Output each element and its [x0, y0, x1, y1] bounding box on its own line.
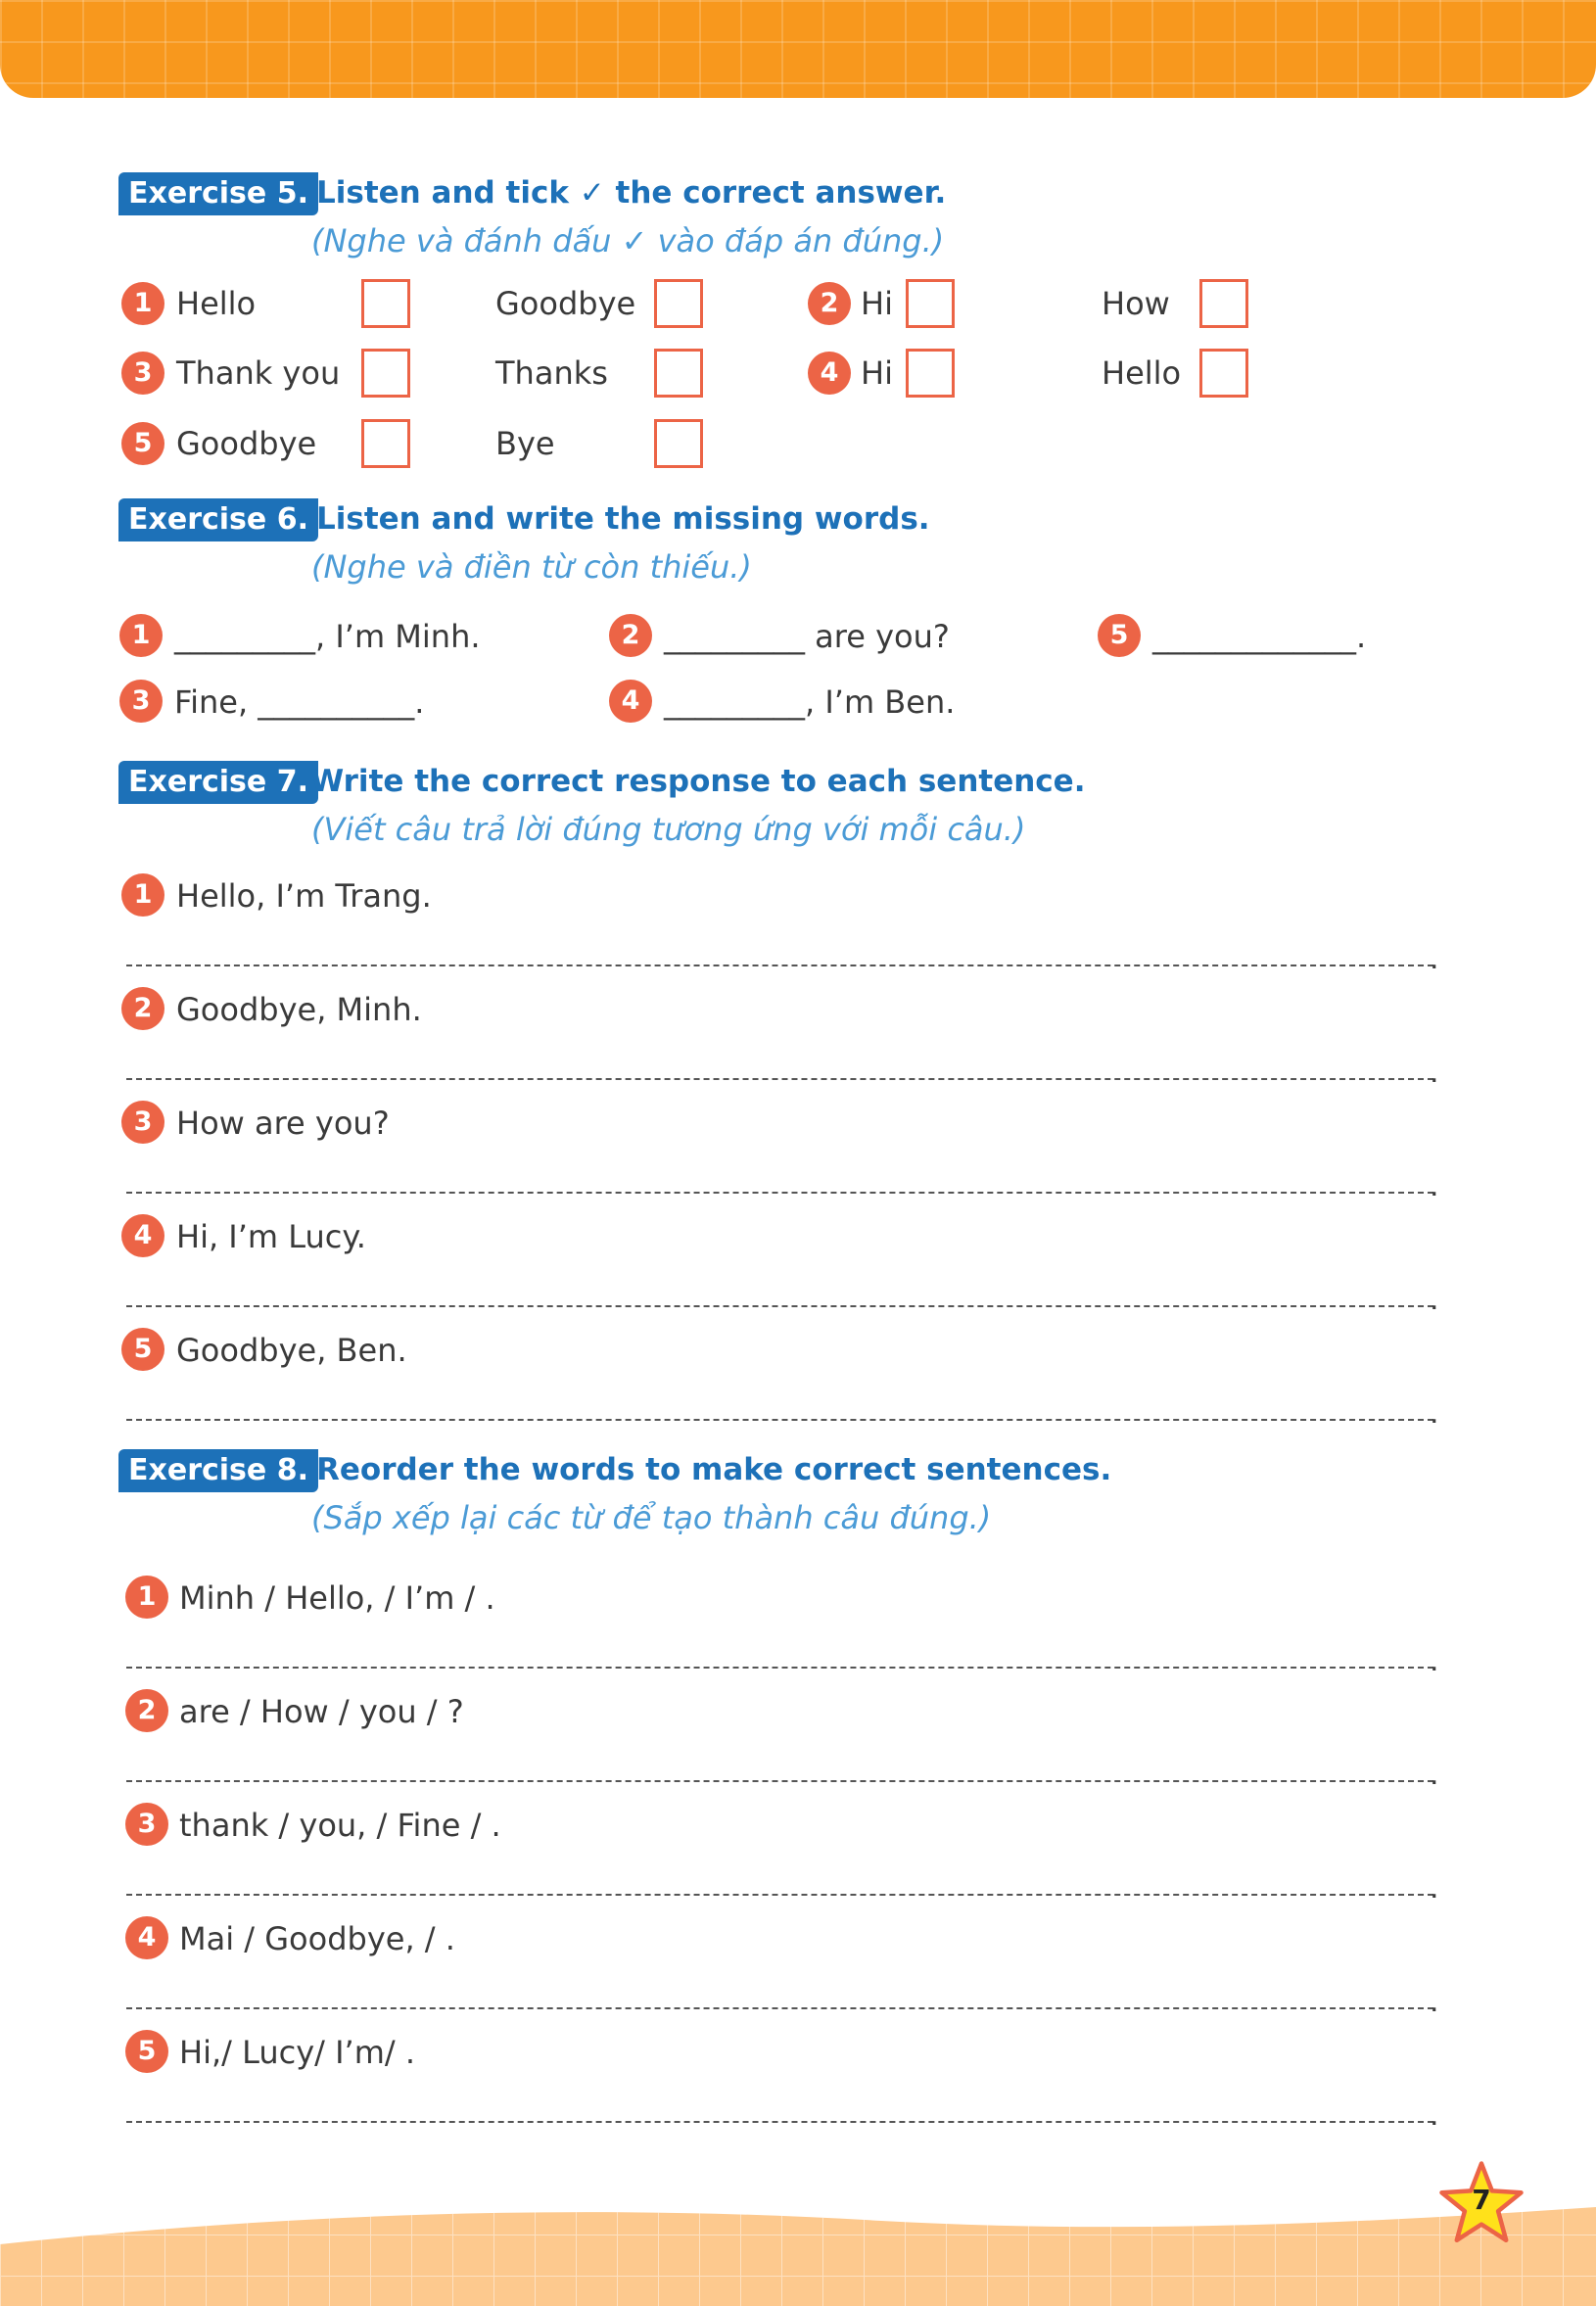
ex7-item-4-period: . [1430, 1283, 1439, 1317]
ex8-item-4-answer-line[interactable] [126, 2007, 1433, 2009]
ex7-item-4-answer-line[interactable] [126, 1305, 1433, 1307]
ex5-item-5-checkbox-b[interactable] [654, 419, 703, 468]
ex7-item-2-period: . [1430, 1056, 1439, 1090]
ex6-item-5-text[interactable]: _____________. [1152, 618, 1367, 655]
page-number: 7 [1472, 2184, 1491, 2216]
ex5-item-5-option-b: Bye [495, 425, 555, 462]
exercise-5-subtitle: (Nghe và đánh dấu ✓ vào đáp án đúng.) [311, 222, 945, 259]
exercise-7-label: Exercise 7. [118, 761, 318, 804]
ex6-item-2-text[interactable]: _________ are you? [664, 618, 950, 655]
ex7-item-5-period: . [1430, 1396, 1439, 1431]
ex8-item-4-period: . [1430, 1985, 1439, 2019]
exercise-7-title: Write the correct response to each sentence. [310, 764, 1086, 799]
exercise-7-subtitle: (Viết câu trả lời đúng tương ứng với mỗi câu.) [311, 811, 1026, 848]
exercise-8-title: Reorder the words to make correct sentences. [316, 1452, 1112, 1487]
ex5-item-2-option-a: Hi [861, 285, 893, 322]
ex5-item-2-checkbox-b[interactable] [1199, 279, 1248, 328]
ex5-item-3-option-a: Thank you [176, 354, 341, 392]
ex5-item-3-checkbox-a[interactable] [361, 349, 410, 398]
ex8-item-2-answer-line[interactable] [126, 1780, 1433, 1782]
ex6-item-4-number: 4 [609, 680, 652, 723]
ex8-item-5-number: 5 [125, 2030, 168, 2073]
ex5-item-1-option-a: Hello [176, 285, 257, 322]
exercise-6-title: Listen and write the missing words. [316, 501, 930, 537]
ex5-item-2-number: 2 [808, 282, 851, 325]
ex5-item-1-checkbox-a[interactable] [361, 279, 410, 328]
exercise-6-subtitle: (Nghe và điền từ còn thiếu.) [311, 548, 752, 586]
ex5-item-4-option-a: Hi [861, 354, 893, 392]
ex7-item-3-period: . [1430, 1169, 1439, 1203]
exercise-5-title: Listen and tick ✓ the correct answer. [316, 175, 947, 211]
ex7-item-3-number: 3 [121, 1101, 164, 1144]
ex8-item-2-words: are / How / you / ? [179, 1693, 464, 1730]
ex8-item-5-words: Hi,/ Lucy/ I’m/ . [179, 2034, 416, 2071]
ex8-item-2-period: . [1430, 1758, 1439, 1792]
ex7-item-2-prompt: Goodbye, Minh. [176, 991, 422, 1028]
exercise-5-label: Exercise 5. [118, 172, 318, 215]
ex8-item-3-period: . [1430, 1871, 1439, 1906]
exercise-8-subtitle: (Sắp xếp lại các từ để tạo thành câu đúng.) [311, 1499, 992, 1536]
ex5-item-5-checkbox-a[interactable] [361, 419, 410, 468]
ex5-item-4-checkbox-b[interactable] [1199, 349, 1248, 398]
ex7-item-4-number: 4 [121, 1214, 164, 1257]
ex8-item-3-number: 3 [125, 1803, 168, 1846]
ex6-item-5-number: 5 [1098, 614, 1141, 657]
ex8-item-2-number: 2 [125, 1689, 168, 1732]
ex5-item-2-checkbox-a[interactable] [906, 279, 955, 328]
ex7-item-3-prompt: How are you? [176, 1105, 390, 1142]
ex7-item-2-number: 2 [121, 987, 164, 1030]
ex5-item-1-number: 1 [121, 282, 164, 325]
ex5-item-1-option-b: Goodbye [495, 285, 636, 322]
ex5-item-5-number: 5 [121, 422, 164, 465]
ex8-item-4-number: 4 [125, 1916, 168, 1959]
ex8-item-1-answer-line[interactable] [126, 1667, 1433, 1669]
ex7-item-2-answer-line[interactable] [126, 1078, 1433, 1080]
ex7-item-1-number: 1 [121, 873, 164, 917]
ex7-item-5-prompt: Goodbye, Ben. [176, 1332, 407, 1369]
ex8-item-1-words: Minh / Hello, / I’m / . [179, 1579, 495, 1617]
ex7-item-3-answer-line[interactable] [126, 1192, 1433, 1194]
ex6-item-3-text[interactable]: Fine, __________. [174, 683, 425, 721]
ex6-item-2-number: 2 [609, 614, 652, 657]
ex7-item-4-prompt: Hi, I’m Lucy. [176, 1218, 366, 1255]
ex8-item-1-number: 1 [125, 1576, 168, 1619]
ex8-item-5-answer-line[interactable] [126, 2121, 1433, 2123]
exercise-8-label: Exercise 8. [118, 1449, 318, 1492]
ex5-item-2-option-b: How [1102, 285, 1170, 322]
ex8-item-3-answer-line[interactable] [126, 1894, 1433, 1896]
ex7-item-1-period: . [1430, 942, 1439, 976]
ex8-item-1-period: . [1430, 1644, 1439, 1678]
header-band [0, 0, 1596, 98]
exercise-6-label: Exercise 6. [118, 498, 318, 541]
ex5-item-4-option-b: Hello [1102, 354, 1182, 392]
ex8-item-4-words: Mai / Goodbye, / . [179, 1920, 455, 1957]
ex5-item-3-option-b: Thanks [495, 354, 608, 392]
ex6-item-1-text[interactable]: _________, I’m Minh. [174, 618, 481, 655]
ex7-item-1-answer-line[interactable] [126, 965, 1433, 966]
ex5-item-1-checkbox-b[interactable] [654, 279, 703, 328]
ex6-item-1-number: 1 [119, 614, 163, 657]
ex5-item-5-option-a: Goodbye [176, 425, 317, 462]
ex7-item-5-answer-line[interactable] [126, 1419, 1433, 1421]
ex5-item-3-number: 3 [121, 352, 164, 395]
ex7-item-5-number: 5 [121, 1328, 164, 1371]
ex5-item-4-checkbox-a[interactable] [906, 349, 955, 398]
ex7-item-1-prompt: Hello, I’m Trang. [176, 877, 432, 915]
ex6-item-3-number: 3 [119, 680, 163, 723]
ex5-item-3-checkbox-b[interactable] [654, 349, 703, 398]
ex6-item-4-text[interactable]: _________, I’m Ben. [664, 683, 956, 721]
ex8-item-3-words: thank / you, / Fine / . [179, 1807, 501, 1844]
ex8-item-5-period: . [1430, 2098, 1439, 2133]
footer-wave [0, 2193, 1596, 2306]
ex5-item-4-number: 4 [808, 352, 851, 395]
